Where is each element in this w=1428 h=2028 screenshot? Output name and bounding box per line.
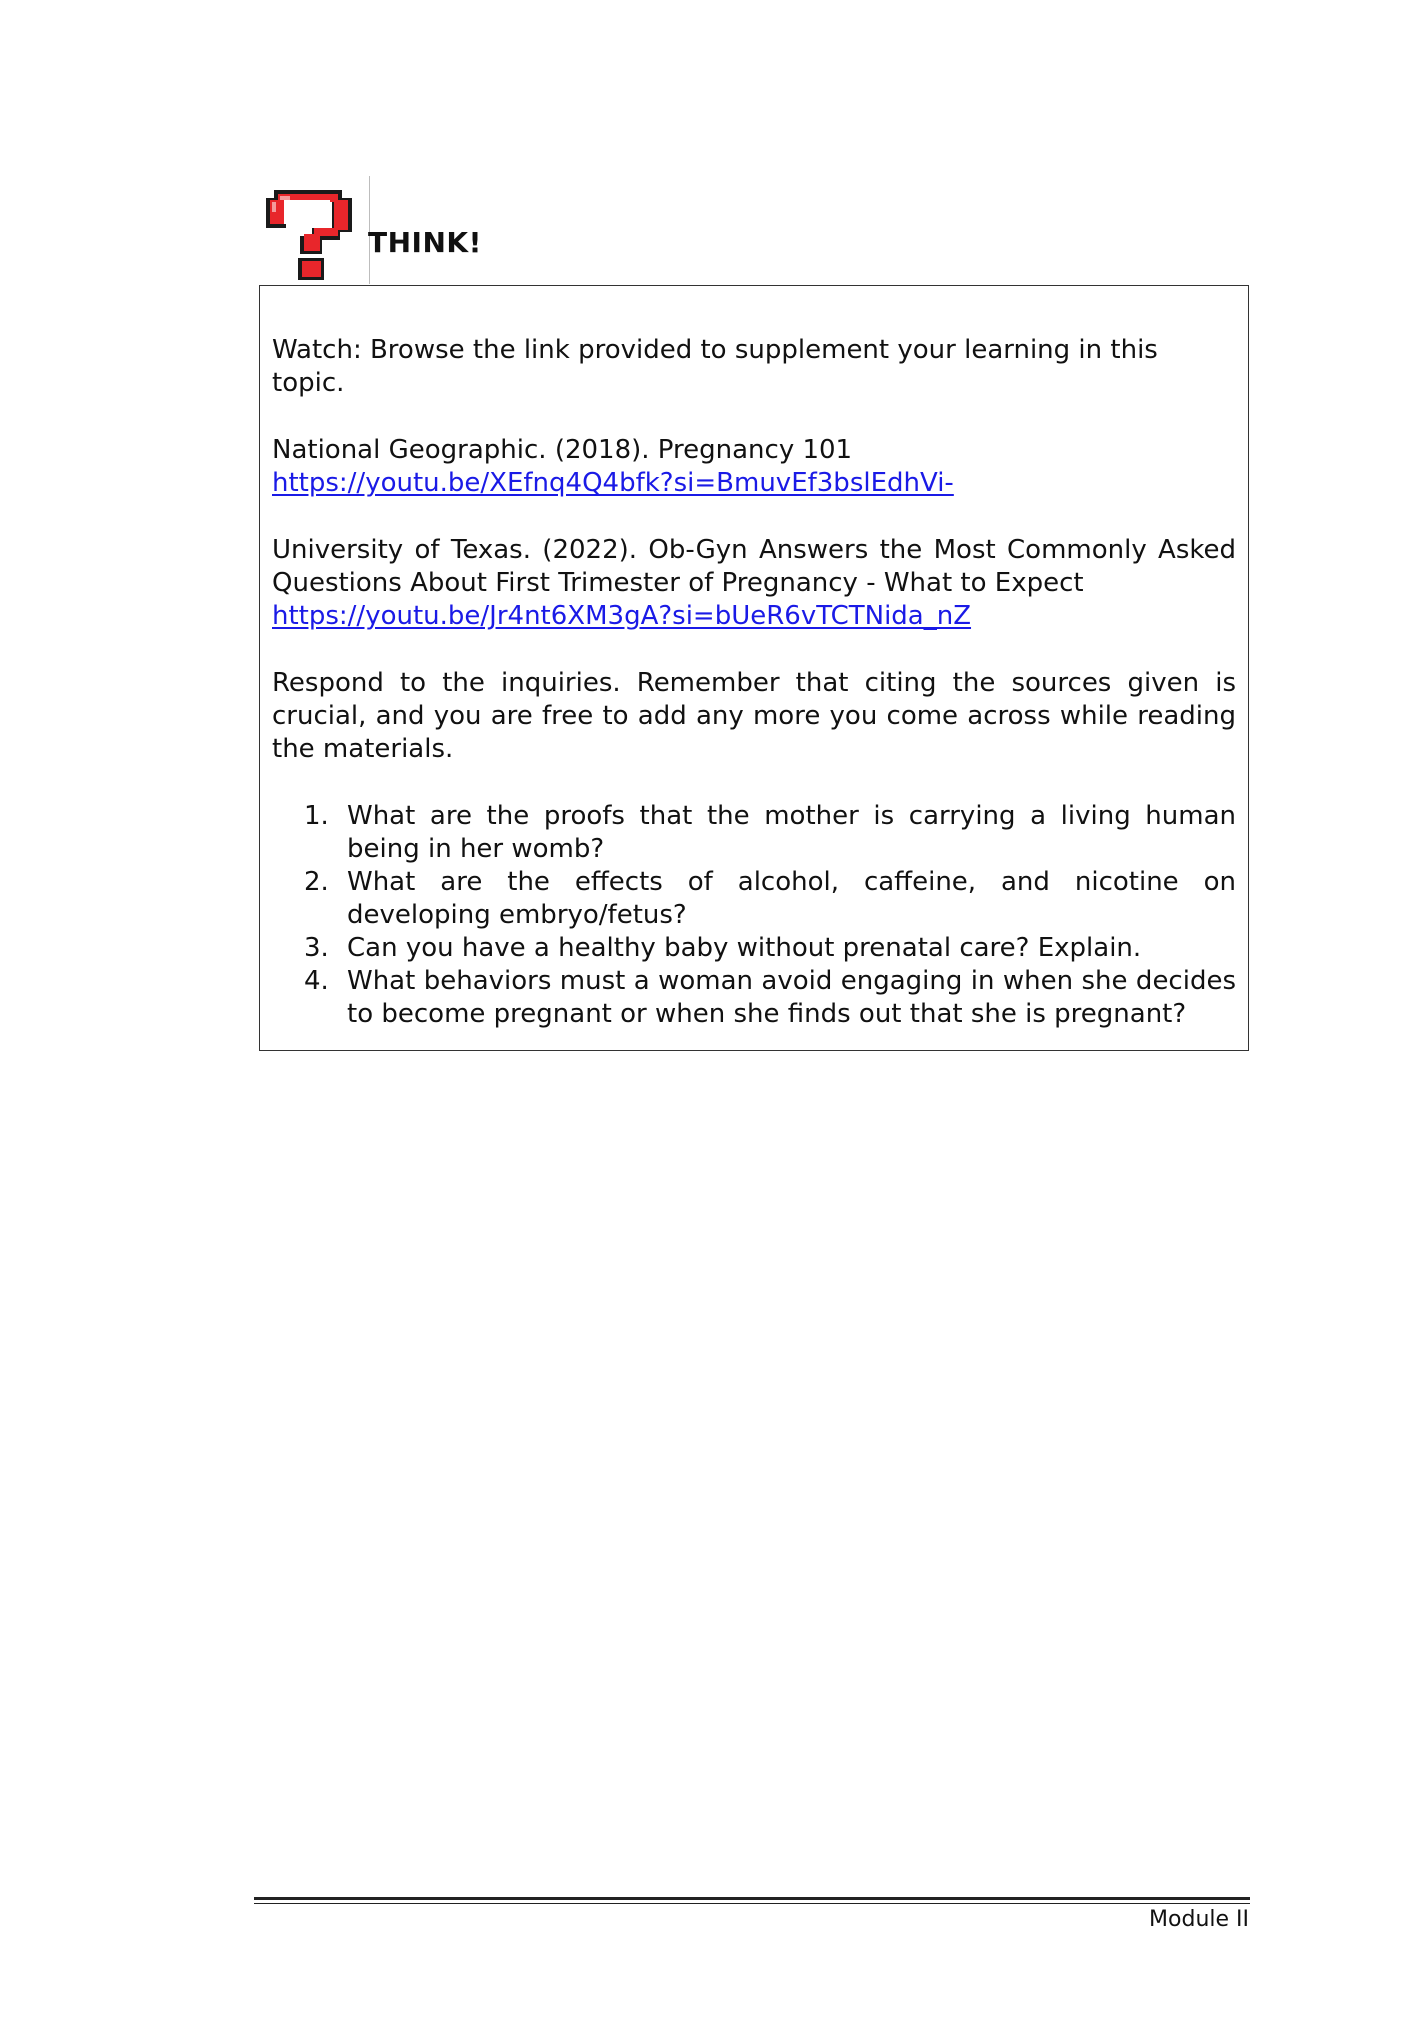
question-text: What are the effects of alcohol, caffeine, and nicotine on developing embryo/fetus? [347, 867, 1236, 930]
question-number: 4. [304, 966, 329, 996]
footer-rule [254, 1897, 1250, 1900]
question-text: What are the proofs that the mother is carrying a living human being in her womb? [347, 801, 1236, 864]
instructions: Respond to the inquiries. Remember that citing the sources given is crucial, and you are free to add any more you come across while reading the materials. [272, 668, 1236, 764]
question-number: 1. [304, 801, 329, 831]
question-text: What behaviors must a woman avoid engaging in when she decides to become pregnant or when she finds out that she is pregnant? [347, 966, 1236, 1029]
question-number: 2. [304, 867, 329, 897]
footer-rule-thin [254, 1903, 1250, 1904]
source-link[interactable]: https://youtu.be/Jr4nt6XM3gA?si=bUeR6vTCTNida_nZ [272, 601, 972, 631]
source-citation: University of Texas. (2022). Ob-Gyn Answers the Most Commonly Asked Questions About First Trimester of Pregnancy - What to Expect [272, 535, 1236, 598]
think-box [259, 285, 1249, 1051]
source-link[interactable]: https://youtu.be/XEfnq4Q4bfk?si=BmuvEf3bslEdhVi- [272, 468, 954, 498]
question-mark-icon [260, 176, 368, 284]
watch-intro: Watch: Browse the link provided to supplement your learning in this topic. [272, 335, 1158, 398]
question-text: Can you have a healthy baby without prenatal care? Explain. [347, 933, 1142, 963]
think-box-content [272, 334, 1236, 1031]
question-number: 3. [304, 933, 329, 963]
question-item [272, 800, 1236, 866]
footer-module-label: Module II [1149, 1907, 1249, 1932]
source-citation: National Geographic. (2018). Pregnancy 101 [272, 435, 853, 465]
question-item [272, 866, 1236, 932]
section-title: THINK! [368, 226, 482, 259]
question-item [272, 932, 1236, 965]
question-item [272, 965, 1236, 1031]
question-list [272, 800, 1236, 1031]
